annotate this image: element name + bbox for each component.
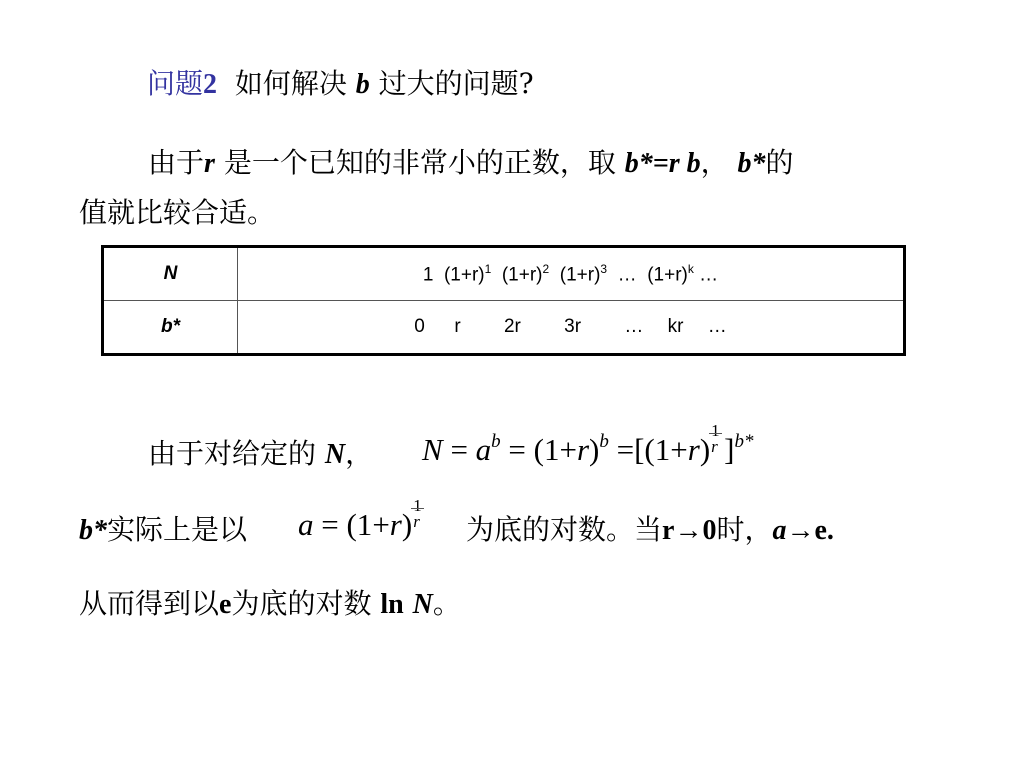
paragraph-2: 由于对给定的 N，: [148, 437, 374, 470]
question-label: 问题2: [147, 67, 218, 100]
row-header-bstar: b*: [103, 301, 238, 355]
row-values-n: 1 $(1+r)^1$ $(1+r)^2$ $(1+r)^3$ … $(1+r)^k$ …: [238, 247, 905, 301]
formula-n-equals-a-pow-b: $N = a^b = (1+r)^b =[(1+r)$ $\frac{1}{r}$ ]$^{b*}$: [422, 421, 754, 467]
n-bstar-table: [101, 245, 906, 356]
row-values-bstar: 0 r 2r 3r … kr …: [238, 301, 905, 355]
paragraph-3-end: 为底的对数。当r→0时，a→e.: [466, 513, 834, 546]
table-row: [103, 301, 905, 355]
formula-a-equals-base: a = (1+r) $\frac{1}{r}$: [298, 507, 426, 543]
exponent-one-over-r: $\frac{1}{r}$: [412, 534, 426, 535]
exponent-one-over-r: $\frac{1}{r}$: [710, 459, 724, 460]
paragraph-4: 从而得到以e为底的对数 ln N。: [79, 587, 461, 620]
paragraph-3-start: b*实际上是以: [79, 513, 248, 546]
paragraph-1-line-2: 值就比较合适。: [79, 196, 276, 229]
question-heading: 问题2 如何解决 b 过大的问题?: [147, 67, 534, 100]
paragraph-1-line-1: 由于r 是一个已知的非常小的正数，取 b*=r b， b*的: [148, 146, 794, 179]
row-header-n: N: [103, 247, 238, 301]
table-row: [103, 247, 905, 301]
